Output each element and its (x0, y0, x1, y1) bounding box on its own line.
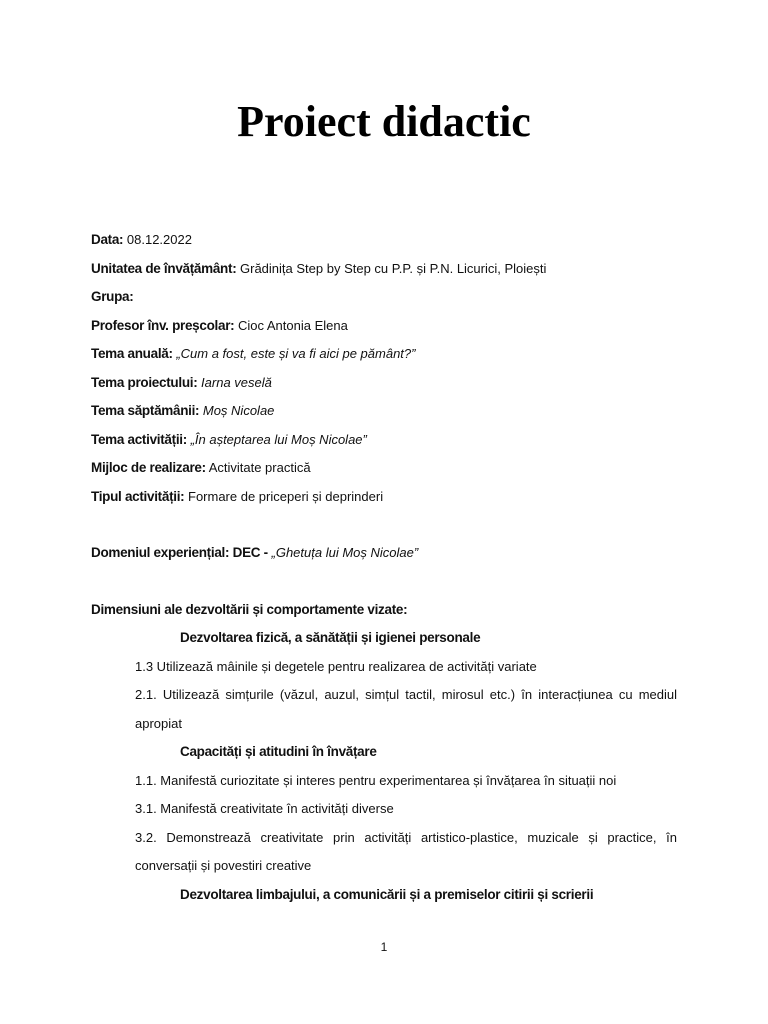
field-value: „În așteptarea lui Moș Nicolae” (190, 431, 367, 447)
field-value: Iarna veselă (201, 374, 272, 390)
field-label: Tema anuală: (91, 346, 173, 361)
field-profesor (91, 312, 691, 341)
field-label: Tipul activității: (91, 488, 185, 504)
field-label: Mijloc de realizare: (91, 460, 206, 475)
field-value: Grădinița Step by Step cu P.P. și P.N. Licurici, Ploiești (240, 260, 547, 276)
field-value: Cioc Antonia Elena (237, 317, 348, 333)
objective-item: 1.1. Manifestă curiozitate și interes pentru experimentarea și învățarea în situații noi (135, 772, 617, 788)
field-label: Tema săptămânii: (91, 403, 200, 418)
field-data (91, 226, 691, 255)
field-value: „Cum a fost, este și va fi aici pe pământ?” (176, 346, 416, 361)
dimensions-heading: Dimensiuni ale dezvoltării și comportamente vizate: (91, 601, 408, 617)
field-grupa (91, 283, 691, 312)
objective-item: 1.3 Utilizează mâinile și degetele pentru realizarea de activități variate (135, 658, 537, 674)
field-value: Moș Nicolae (202, 403, 275, 418)
document-title: Proiect didactic (237, 97, 531, 146)
field-tipul (91, 483, 691, 512)
field-tema-saptamanii (91, 397, 691, 426)
field-mijloc (91, 454, 691, 483)
dimension-title-text: Capacități și atitudini în învățare (180, 744, 377, 759)
field-domeniul (91, 539, 691, 568)
objective-item: 2.1. Utilizează simțurile (văzul, auzul, simțul tactil, mirosul etc.) în interacțiunea cu mediul apropiat (135, 687, 677, 731)
project-details (91, 226, 691, 909)
field-label: Grupa: (91, 289, 134, 304)
field-label: Data: (91, 232, 124, 247)
field-unitatea (91, 255, 691, 284)
field-value: Formare de priceperi și deprinderi (188, 488, 384, 504)
dimension-group-title (91, 881, 691, 910)
dimension-title-text: Dezvoltarea limbajului, a comunicării și a premiselor citirii și scrierii (180, 886, 594, 902)
dimension-title-text: Dezvoltarea fizică, a sănătății și igienei personale (180, 630, 481, 645)
dimension-group-title (91, 624, 691, 653)
field-label: Profesor înv. preșcolar: (91, 317, 235, 333)
field-label: Tema proiectului: (91, 374, 198, 390)
field-value: Activitate practică (208, 460, 311, 475)
field-tema-activitatii (91, 426, 691, 455)
objective-item: 3.2. Demonstrează creativitate prin activități artistico-plastice, muzicale și practice, în conversații și povestiri creative (135, 829, 677, 873)
field-label: Tema activității: (91, 431, 187, 447)
field-tema-proiectului (91, 369, 691, 398)
spacer (91, 568, 691, 596)
field-label: Unitatea de învățământ: (91, 260, 237, 276)
field-value: „Ghetuța lui Moș Nicolae” (271, 545, 419, 560)
page-number: 1 (380, 940, 388, 954)
field-label: Domeniul experiențial: DEC - (91, 545, 268, 560)
field-tema-anuala (91, 340, 691, 369)
objective-item: 3.1. Manifestă creativitate în activități diverse (135, 801, 394, 816)
spacer (91, 511, 691, 539)
dimension-group-title (91, 738, 691, 767)
field-value: 08.12.2022 (126, 232, 192, 247)
